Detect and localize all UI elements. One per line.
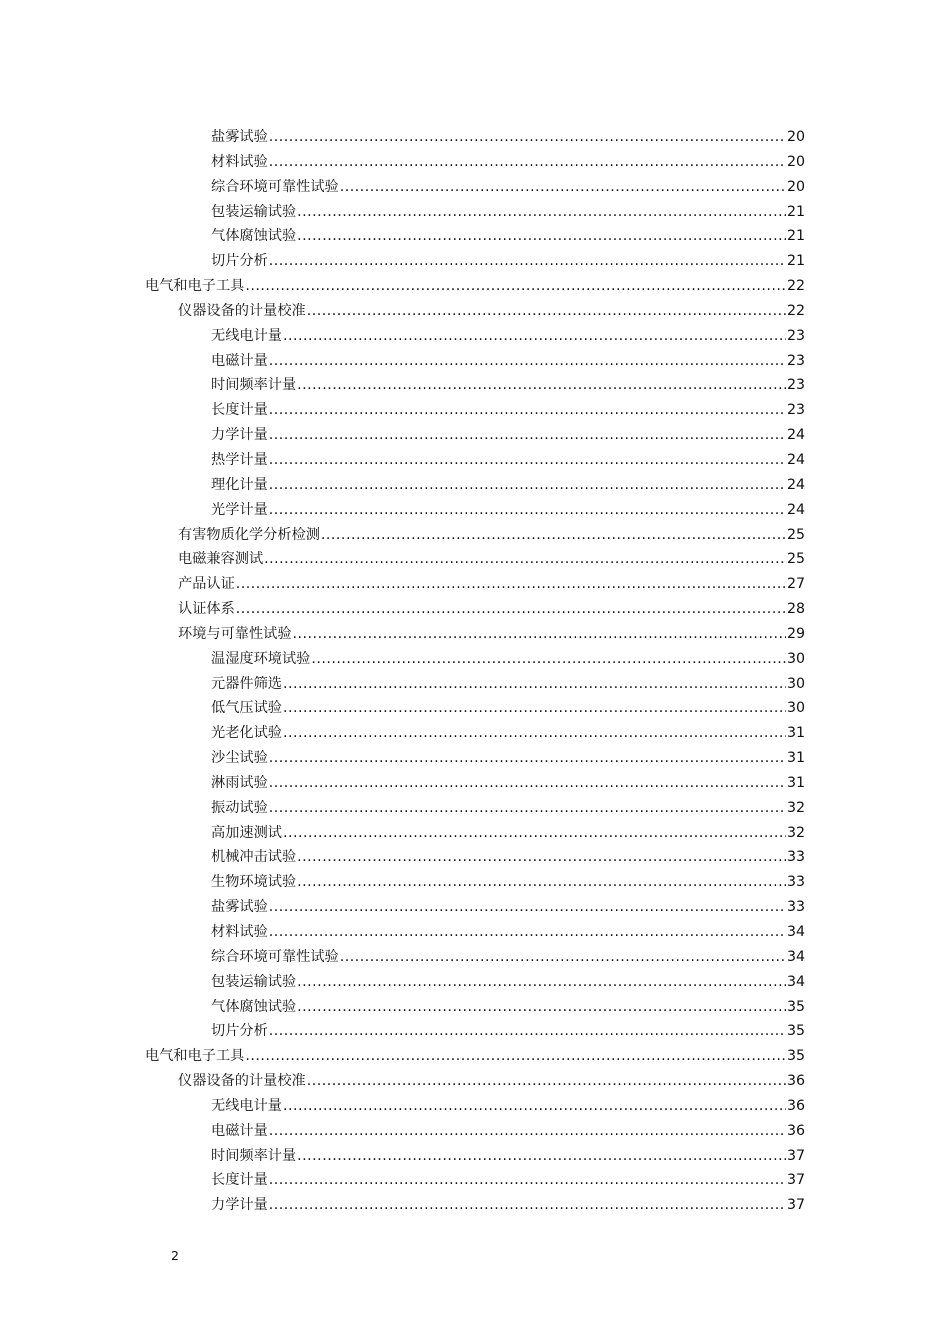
toc-entry[interactable] (0, 1019, 805, 1044)
toc-entry[interactable] (0, 175, 805, 200)
toc-entry[interactable] (0, 622, 805, 647)
toc-entry[interactable] (0, 1044, 805, 1069)
toc-entry[interactable] (0, 1119, 805, 1144)
toc-entry-page-number: 35 (787, 1048, 806, 1065)
toc-entry[interactable] (0, 473, 805, 498)
toc-entry-title: 电磁计量 (211, 352, 268, 369)
toc-entry-title: 产品认证 (178, 576, 235, 593)
toc-entry[interactable] (0, 845, 805, 870)
toc-entry-title: 长度计量 (211, 402, 268, 419)
toc-dot-leader (269, 1168, 786, 1193)
toc-entry-title: 无线电计量 (211, 327, 282, 344)
toc-entry-page-number: 37 (787, 1147, 806, 1164)
toc-dot-leader (269, 125, 786, 150)
toc-entry[interactable] (0, 299, 805, 324)
toc-entry-title: 盐雾试验 (211, 899, 268, 916)
toc-entry-page-number: 36 (787, 1122, 806, 1139)
toc-entry-page-number: 21 (787, 203, 806, 220)
toc-entry[interactable] (0, 249, 805, 274)
toc-dot-leader (297, 870, 786, 895)
toc-entry[interactable] (0, 870, 805, 895)
toc-dot-leader (269, 796, 786, 821)
toc-entry[interactable] (0, 1144, 805, 1169)
toc-entry-page-number: 22 (787, 302, 806, 319)
toc-dot-leader (245, 1044, 786, 1069)
toc-entry-page-number: 30 (787, 650, 806, 667)
toc-entry-page-number: 33 (787, 899, 806, 916)
toc-dot-leader (297, 1144, 786, 1169)
toc-dot-leader (283, 1094, 786, 1119)
toc-entry-title: 气体腐蚀试验 (211, 228, 297, 245)
footer-page-number: 2 (171, 1248, 179, 1263)
toc-entry[interactable] (0, 125, 805, 150)
toc-entry-title: 仪器设备的计量校准 (178, 1073, 306, 1090)
toc-entry[interactable] (0, 324, 805, 349)
toc-entry[interactable] (0, 945, 805, 970)
toc-entry[interactable] (0, 274, 805, 299)
table-of-contents (0, 125, 950, 1218)
toc-entry-page-number: 31 (787, 774, 806, 791)
toc-dot-leader (321, 523, 786, 548)
toc-entry-page-number: 35 (787, 1023, 806, 1040)
toc-entry-title: 电气和电子工具 (145, 278, 245, 295)
toc-dot-leader (283, 324, 786, 349)
toc-entry-title: 沙尘试验 (211, 750, 268, 767)
toc-entry-title: 时间频率计量 (211, 377, 297, 394)
toc-entry-page-number: 31 (787, 750, 806, 767)
toc-entry-title: 仪器设备的计量校准 (178, 302, 306, 319)
toc-entry-page-number: 36 (787, 1073, 806, 1090)
toc-entry-title: 淋雨试验 (211, 774, 268, 791)
toc-entry-title: 有害物质化学分析检测 (178, 526, 320, 543)
toc-entry-title: 电磁兼容测试 (178, 551, 264, 568)
toc-entry[interactable] (0, 647, 805, 672)
toc-entry-page-number: 23 (787, 377, 806, 394)
toc-dot-leader (269, 771, 786, 796)
toc-dot-leader (293, 622, 786, 647)
toc-entry[interactable] (0, 224, 805, 249)
toc-entry-title: 温湿度环境试验 (211, 650, 311, 667)
toc-entry[interactable] (0, 771, 805, 796)
toc-entry-title: 包装运输试验 (211, 973, 297, 990)
toc-entry-title: 切片分析 (211, 253, 268, 270)
toc-entry-title: 长度计量 (211, 1172, 268, 1189)
toc-entry-page-number: 37 (787, 1172, 806, 1189)
toc-dot-leader (264, 547, 786, 572)
toc-entry-page-number: 29 (787, 625, 806, 642)
toc-dot-leader (307, 299, 786, 324)
toc-entry-title: 光老化试验 (211, 725, 282, 742)
toc-entry[interactable] (0, 696, 805, 721)
toc-entry-page-number: 21 (787, 228, 806, 245)
toc-entry-title: 高加速测试 (211, 824, 282, 841)
toc-dot-leader (269, 1019, 786, 1044)
toc-entry-title: 材料试验 (211, 153, 268, 170)
toc-entry-title: 力学计量 (211, 427, 268, 444)
toc-dot-leader (269, 1119, 786, 1144)
toc-entry-title: 理化计量 (211, 476, 268, 493)
toc-entry-page-number: 23 (787, 327, 806, 344)
toc-dot-leader (269, 349, 786, 374)
toc-entry-page-number: 20 (787, 129, 806, 145)
toc-entry-title: 振动试验 (211, 799, 268, 816)
toc-entry-title: 时间频率计量 (211, 1147, 297, 1164)
toc-entry-title: 电磁计量 (211, 1122, 268, 1139)
toc-entry[interactable] (0, 821, 805, 846)
toc-entry-title: 材料试验 (211, 924, 268, 940)
toc-entry[interactable] (0, 1193, 805, 1218)
toc-dot-leader (283, 672, 786, 697)
toc-entry-title: 机械冲击试验 (211, 849, 297, 866)
toc-entry-page-number: 34 (787, 973, 806, 990)
toc-entry[interactable] (0, 1168, 805, 1193)
toc-entry-title: 低气压试验 (211, 700, 282, 717)
toc-entry[interactable] (0, 349, 805, 374)
toc-entry-title: 环境与可靠性试验 (178, 625, 292, 642)
toc-entry-page-number: 35 (787, 998, 806, 1015)
toc-dot-leader (297, 995, 786, 1020)
toc-entry-page-number: 30 (787, 700, 806, 717)
toc-entry-page-number: 36 (787, 1097, 806, 1114)
toc-entry-page-number: 34 (787, 948, 806, 965)
toc-entry-page-number: 25 (787, 551, 806, 568)
toc-dot-leader (307, 1069, 786, 1094)
toc-dot-leader (269, 150, 786, 175)
toc-entry-title: 盐雾试验 (211, 129, 268, 145)
toc-entry-title: 力学计量 (211, 1197, 268, 1214)
toc-entry[interactable] (0, 373, 805, 398)
toc-dot-leader (269, 448, 786, 473)
toc-entry[interactable] (0, 672, 805, 697)
toc-dot-leader (269, 920, 786, 945)
toc-entry[interactable] (0, 721, 805, 746)
toc-dot-leader (283, 696, 786, 721)
toc-dot-leader (283, 721, 786, 746)
toc-entry-title: 热学计量 (211, 451, 268, 468)
toc-dot-leader (297, 845, 786, 870)
toc-entry-page-number: 22 (787, 278, 806, 295)
toc-entry[interactable] (0, 995, 805, 1020)
toc-dot-leader (269, 746, 786, 771)
toc-entry-page-number: 30 (787, 675, 806, 692)
toc-entry[interactable] (0, 150, 805, 175)
toc-dot-leader (269, 498, 786, 523)
toc-entry[interactable] (0, 920, 805, 945)
toc-entry-page-number: 23 (787, 352, 806, 369)
toc-entry-page-number: 32 (787, 824, 806, 841)
toc-entry[interactable] (0, 398, 805, 423)
toc-entry[interactable] (0, 1069, 805, 1094)
toc-entry[interactable] (0, 523, 805, 548)
toc-dot-leader (269, 249, 786, 274)
toc-entry-page-number: 27 (787, 576, 806, 593)
toc-entry-page-number: 24 (787, 501, 806, 518)
toc-dot-leader (297, 373, 786, 398)
toc-dot-leader (236, 572, 786, 597)
toc-entry-page-number: 23 (787, 402, 806, 419)
toc-entry-page-number: 25 (787, 526, 806, 543)
toc-dot-leader (236, 597, 786, 622)
toc-entry[interactable] (0, 572, 805, 597)
toc-entry-page-number: 33 (787, 874, 806, 891)
toc-entry-title: 光学计量 (211, 501, 268, 518)
toc-entry-page-number: 24 (787, 476, 806, 493)
toc-dot-leader (311, 647, 786, 672)
toc-entry[interactable] (0, 796, 805, 821)
toc-entry-title: 无线电计量 (211, 1097, 282, 1114)
toc-entry-page-number: 37 (787, 1197, 806, 1214)
toc-entry-title: 切片分析 (211, 1023, 268, 1040)
toc-entry-title: 认证体系 (178, 601, 235, 618)
toc-dot-leader (297, 970, 786, 995)
toc-entry-page-number: 31 (787, 725, 806, 742)
toc-entry[interactable] (0, 895, 805, 920)
toc-dot-leader (269, 398, 786, 423)
toc-entry-title: 综合环境可靠性试验 (211, 178, 339, 195)
toc-entry-page-number: 21 (787, 253, 806, 270)
toc-entry-title: 元器件筛选 (211, 675, 282, 692)
toc-entry-page-number: 24 (787, 427, 806, 444)
toc-dot-leader (269, 1193, 786, 1218)
toc-entry[interactable] (0, 423, 805, 448)
toc-dot-leader (283, 821, 786, 846)
toc-dot-leader (340, 945, 786, 970)
toc-entry-title: 气体腐蚀试验 (211, 998, 297, 1015)
toc-entry-page-number: 24 (787, 451, 806, 468)
toc-entry[interactable] (0, 200, 805, 225)
toc-entry-page-number: 33 (787, 849, 806, 866)
toc-entry[interactable] (0, 1094, 805, 1119)
toc-entry-title: 电气和电子工具 (145, 1048, 245, 1065)
toc-entry[interactable] (0, 597, 805, 622)
toc-entry[interactable] (0, 448, 805, 473)
toc-dot-leader (340, 175, 786, 200)
toc-entry-title: 生物环境试验 (211, 874, 297, 891)
toc-dot-leader (297, 224, 786, 249)
toc-entry-page-number: 28 (787, 601, 806, 618)
toc-entry-title: 综合环境可靠性试验 (211, 948, 339, 965)
toc-entry-page-number: 20 (787, 153, 806, 170)
toc-dot-leader (269, 473, 786, 498)
toc-entry-title: 包装运输试验 (211, 203, 297, 220)
toc-entry-page-number: 32 (787, 799, 806, 816)
toc-entry[interactable] (0, 970, 805, 995)
toc-entry-page-number: 20 (787, 178, 806, 195)
toc-dot-leader (245, 274, 786, 299)
toc-entry[interactable] (0, 498, 805, 523)
toc-entry-page-number: 34 (787, 924, 806, 940)
toc-entry[interactable] (0, 547, 805, 572)
toc-entry[interactable] (0, 746, 805, 771)
toc-dot-leader (269, 423, 786, 448)
toc-dot-leader (269, 895, 786, 920)
toc-dot-leader (297, 200, 786, 225)
